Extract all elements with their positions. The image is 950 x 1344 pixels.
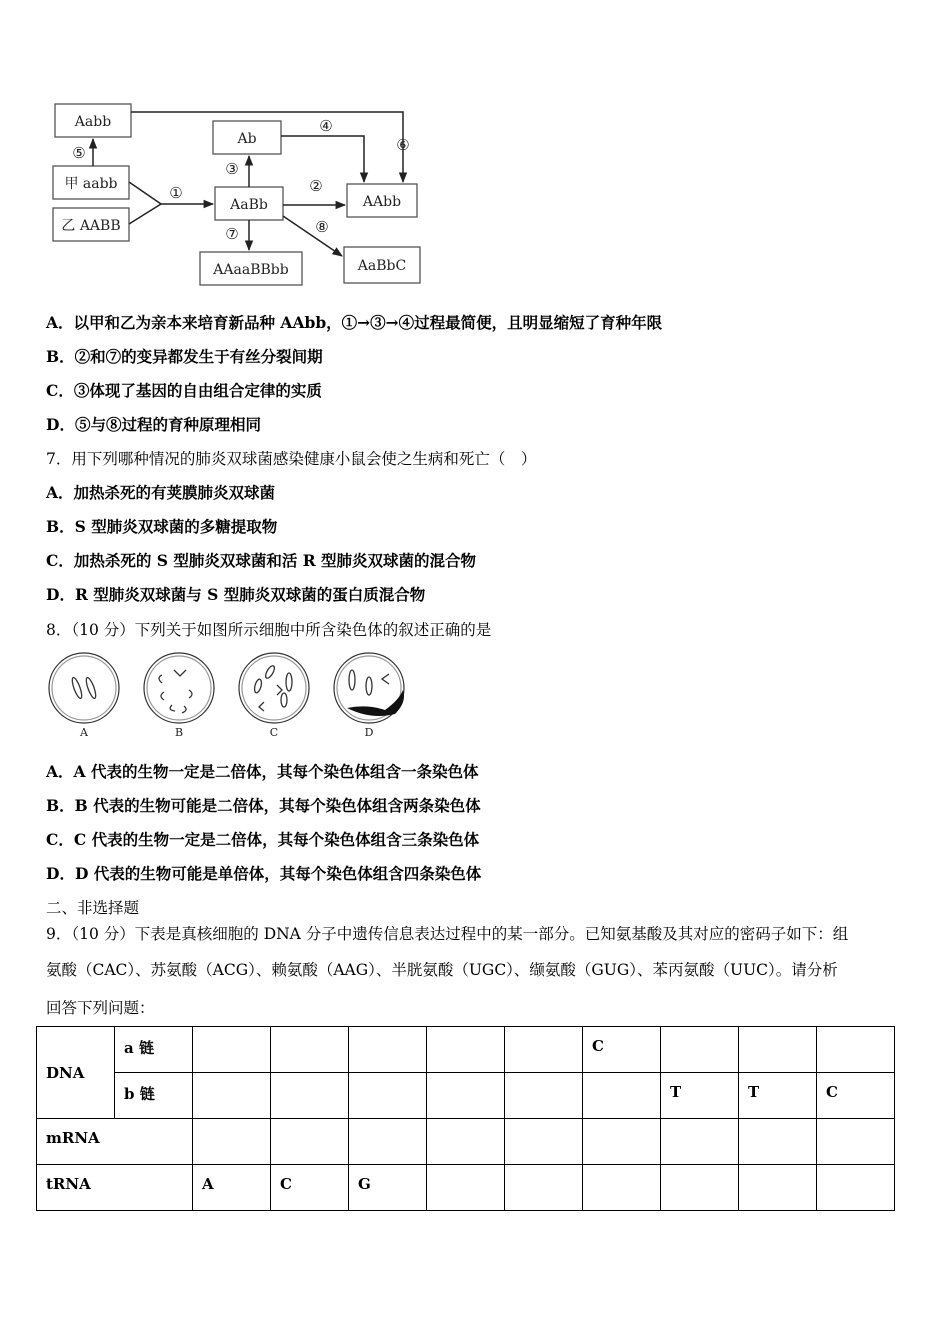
table-cell [427,1165,505,1211]
cell-label-c: C [269,726,279,739]
table-cell [193,1073,271,1119]
table-cell [661,1119,739,1165]
q9-line-2: 氨酸（CAC）、苏氨酸（ACG）、赖氨酸（AAG）、半胱氨酸（UGC）、缬氨酸（GUG）、苯丙氨酸（UUC）。请分析 [46,961,838,979]
q6-option-a: A．以甲和乙为亲本来培育新品种 AAbb，①→③→④过程最简便，且明显缩短了育种年限 [46,313,663,332]
step-6: ⑥ [396,136,410,154]
table-cell [505,1027,583,1073]
section-heading: 二、非选择题 [46,899,140,917]
mrna-label: mRNA [37,1119,193,1165]
q8-stem: 8．（10 分）下列关于如图所示细胞中所含染色体的叙述正确的是 [46,621,492,639]
table-cell [271,1027,349,1073]
cell-label-b: B [174,726,184,739]
trna-label: tRNA [37,1165,193,1211]
q6-option-c: C．③体现了基因的自由组合定律的实质 [46,381,322,400]
table-cell [349,1027,427,1073]
table-cell [739,1027,817,1073]
a-chain-label: a 链 [115,1027,193,1073]
table-cell [583,1119,661,1165]
node-yi: 乙 AABB [61,218,121,234]
step-8: ⑧ [315,218,329,236]
table-cell [583,1073,661,1119]
node-aaaabbbb: AAaaBBbb [213,262,289,278]
q6-option-d: D．⑤与⑧过程的育种原理相同 [46,415,261,434]
step-5: ⑤ [72,144,86,162]
q9-line-3: 回答下列问题： [46,999,155,1017]
step-2: ② [309,177,323,195]
table-cell: C [817,1073,895,1119]
table-cell [739,1119,817,1165]
node-aabb-top: Aabb [74,114,112,130]
breeding-diagram [46,96,426,291]
table-cell [817,1165,895,1211]
q8-option-b: B．B 代表的生物可能是二倍体，其每个染色体组含两条染色体 [46,796,481,815]
dna-table [36,1026,895,1211]
table-cell: A [193,1165,271,1211]
b-chain-label: b 链 [115,1073,193,1119]
q9-line-1: 9．（10 分）下表是真核细胞的 DNA 分子中遗传信息表达过程中的某一部分。已知氨基酸及其对应的密码子如下：组 [46,925,849,943]
table-cell [505,1119,583,1165]
table-cell: G [349,1165,427,1211]
cells-figure [44,650,414,742]
dna-label: DNA [37,1027,115,1119]
q7-option-b: B．S 型肺炎双球菌的多糖提取物 [46,517,278,536]
node-jia: 甲 aabb [64,176,118,192]
q7-option-d: D．R 型肺炎双球菌与 S 型肺炎双球菌的蛋白质混合物 [46,585,426,604]
table-cell: C [583,1027,661,1073]
step-7: ⑦ [225,225,239,243]
node-aabb-target: AAbb [362,194,402,210]
q7-option-a: A．加热杀死的有荚膜肺炎双球菌 [46,483,276,502]
table-cell: C [271,1165,349,1211]
table-cell [505,1073,583,1119]
table-cell [739,1165,817,1211]
table-cell [427,1027,505,1073]
q8-option-d: D．D 代表的生物可能是单倍体，其每个染色体组含四条染色体 [46,864,482,883]
table-cell [817,1027,895,1073]
table-cell [349,1119,427,1165]
table-cell [349,1073,427,1119]
table-cell [193,1119,271,1165]
node-ab: Ab [237,131,257,147]
table-cell [661,1165,739,1211]
step-1: ① [169,184,183,202]
q6-option-b: B．②和⑦的变异都发生于有丝分裂间期 [46,347,323,366]
table-cell [271,1119,349,1165]
cell-label-d: D [364,726,374,739]
node-aabbc: AaBbC [357,258,407,274]
q7-stem: 7．用下列哪种情况的肺炎双球菌感染健康小鼠会使之生病和死亡（ ） [46,450,537,468]
table-cell [193,1027,271,1073]
step-3: ③ [225,160,239,178]
q7-option-c: C．加热杀死的 S 型肺炎双球菌和活 R 型肺炎双球菌的混合物 [46,551,476,570]
table-cell [817,1119,895,1165]
table-cell [583,1165,661,1211]
q8-option-a: A．A 代表的生物一定是二倍体，其每个染色体组含一条染色体 [46,762,479,781]
table-cell: T [739,1073,817,1119]
table-cell [271,1073,349,1119]
node-aabb-mid: AaBb [230,197,268,213]
cell-label-a: A [80,726,88,739]
q8-option-c: C．C 代表的生物一定是二倍体，其每个染色体组含三条染色体 [46,830,480,849]
table-cell: T [661,1073,739,1119]
table-cell [427,1073,505,1119]
table-cell [505,1165,583,1211]
table-cell [661,1027,739,1073]
step-4: ④ [319,117,333,135]
table-cell [427,1119,505,1165]
